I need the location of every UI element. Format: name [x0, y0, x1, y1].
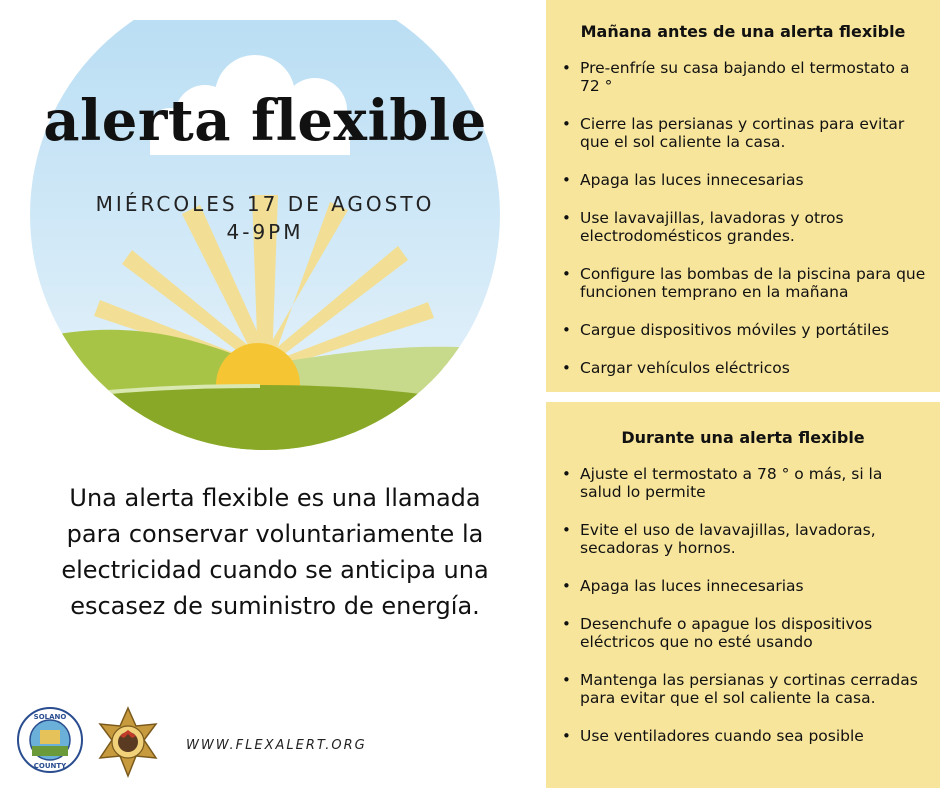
event-date [30, 190, 500, 246]
list-item: • Cargue dispositivos móviles y portátiles [580, 321, 926, 339]
time-line: 4-9PM [226, 220, 304, 244]
description: Una alerta flexible es una llamada para conservar voluntariamente la electricidad cuando se anticipa una escasez de suministro de energía. [61, 484, 489, 620]
list-item: • Use ventiladores cuando sea posible [580, 727, 926, 745]
list-item: • Cierre las persianas y cortinas para evitar que el sol caliente la casa. [580, 115, 926, 151]
during-alert-heading: Durante una alerta flexible [621, 428, 865, 447]
sheriff-badge [92, 706, 164, 778]
seal-top-text: SOLANO [33, 713, 67, 721]
before-alert-heading: Mañana antes de una alerta flexible [580, 22, 906, 41]
list-item: • Evite el uso de lavavajillas, lavadoras, secadoras y hornos. [580, 521, 926, 557]
list-item: • Ajuste el termostato a 78 ° o más, si la salud lo permite [580, 465, 926, 501]
seal-bottom-text: COUNTY [33, 762, 67, 770]
during-alert-list [560, 465, 926, 745]
foreground-grass [30, 385, 500, 460]
website-link[interactable]: WWW.FLEXALERT.ORG [186, 738, 367, 753]
during-alert-panel [546, 402, 940, 788]
list-item: • Cargar vehículos eléctricos [580, 359, 926, 377]
list-item: • Pre-enfríe su casa bajando el termostato a 72 ° [580, 59, 926, 95]
page-title: alerta flexible [43, 88, 487, 154]
solano-county-seal [16, 706, 84, 774]
list-item: • Desenchufe o apague los dispositivos eléctricos que no esté usando [580, 615, 926, 651]
list-item: • Apaga las luces innecesarias [580, 577, 926, 595]
before-alert-list [560, 59, 926, 377]
list-item: • Configure las bombas de la piscina para que funcionen temprano en la mañana [580, 265, 926, 301]
date-line: MIÉRCOLES 17 DE AGOSTO [95, 192, 435, 216]
before-alert-panel [546, 0, 940, 392]
list-item: • Apaga las luces innecesarias [580, 171, 926, 189]
list-item: • Use lavavajillas, lavadoras y otros electrodomésticos grandes. [580, 209, 926, 245]
list-item: • Mantenga las persianas y cortinas cerradas para evitar que el sol caliente la casa. [580, 671, 926, 707]
